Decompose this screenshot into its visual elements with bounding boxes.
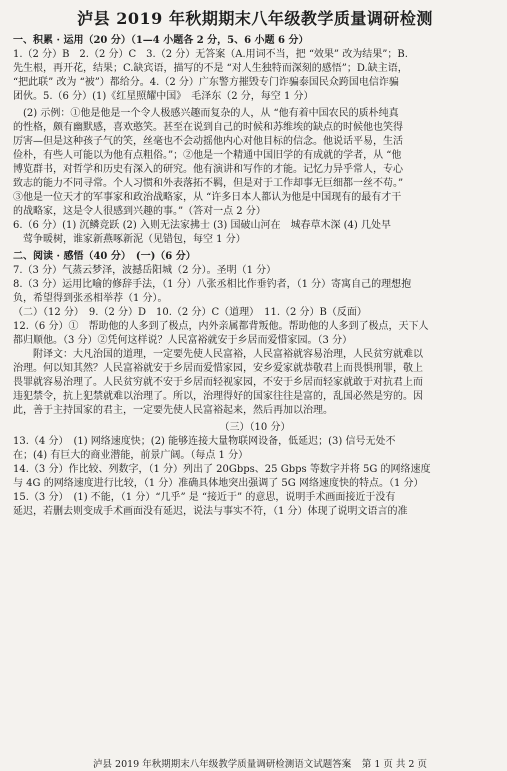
section-heading: 一、积累 · 运用（20 分）（1—4 小题各 2 分，5、6 小题 6 分） [13,35,309,46]
text-line: 负，希望得到张丞相举荐（1 分）。 [13,293,168,304]
text-line: 在；(4) 有巨大的商业潜能，前景广阔。（每点 1 分） [13,450,249,461]
text-line: 15.（3 分） (1) 不能，（1 分）“几乎” 是 “接近于” 的意思，说明手术画面接近于没有 [13,492,396,503]
footer-page-number: 第 1 页 共 2 页 [361,759,427,770]
text-line: 厉害—但是这种孩子气的笑，丝毫也不会动摇他内心对他目标的信念。他说话平易，生活 [13,136,403,147]
text-line: 14.（3 分）作比较、列数字，（1 分）列出了 20Gbps、25 Gbps 等数字并将 5G 的网络速度 [13,464,431,475]
text-line: (2) 示例：①他是他是一个令人极感兴趣而复杂的人，从 “他有着中国农民的质朴纯真 [13,108,399,119]
text-line: “把此联” 改为 “被”）都给分。4.（2 分）广东警方摧毁专门诈骗泰国民众跨国电信诈骗 [13,77,399,88]
text-line: 此，善于主持国家的君主，一定要先使人民富裕起来，然后再加以治理。 [13,405,333,416]
text-line: 治理。何以知其然？人民富裕就安于乡居而爱惜家园，安乡爱家就恭敬君上而畏惧刑罪，敬上 [13,363,423,374]
text-line: 违犯禁令，抗上犯禁就难以治理了。所以，治理得好的国家往往是富的，乱国必然是穷的。因 [13,391,423,402]
text-line: 7.（3 分）气蒸云梦泽，波撼岳阳城（2 分）。圣明（1 分） [13,265,277,276]
section-heading: 二、阅读 · 感悟（40 分） (一)（6 分） [13,251,196,262]
text-line: ③他是一位天才的军事家和政治战略家，从 “许多日本人都认为他是中国现有的最有才干 [13,192,402,203]
text-line: （二）（12 分） 9.（2 分）D 10.（2 分）C（道理） 11.（2 分）B（反面） [13,307,367,318]
text-line: 的性格，颇有幽默感，喜欢憨笑。甚至在说到自己的时候和苏维埃的缺点的时候他也笑得 [13,122,403,133]
text-line: 先生根，再开花，结果；C.缺宾语，描写的不是 “对人生独特而深刻的感悟”；D.缺主语， [13,63,408,74]
text-line: （三）（10 分） [219,422,291,433]
page-title: 泸县 2019 年秋期期末八年级教学质量调研检测 [77,9,433,28]
text-line: 8.（3 分）运用比喻的修辞手法，（1 分）八张丞相比作垂钓者，（1 分）寄寓自己的理想抱 [13,279,412,290]
text-line: 博览群书，对哲学和历史有深入的研究。他有演讲和写作的才能。记忆力异乎常人，专心 [13,164,403,175]
text-line: 的战略家，这是令人很感到兴趣的事。”（答对一点 2 分） [13,206,266,217]
text-line: 延迟，若删去则变成手术画面没有延迟，说法与事实不符，（1 分）体现了说明文语言的准 [13,506,408,517]
text-line: 团伙。5.（6 分）(1)《红星照耀中国》 毛泽东（2 分，每空 1 分） [13,91,314,102]
text-line: 都归顺他。（3 分）②凭何这样说？人民富裕就安于乡居而爱惜家园。（3 分） [13,335,353,346]
text-line: 附译文：大凡治国的道理，一定要先使人民富裕，人民富裕就容易治理，人民贫穷就难以 [13,349,423,360]
text-line: 13.（4 分） (1) 网络速度快；(2) 能够连接大量物联网设备，低延迟；(3) 信号无处不 [13,436,396,447]
text-line: 畏罪就容易治理了。人民贫穷就不安于乡居而轻视家园，不安于乡居而轻家就敢于对抗君上而 [13,377,423,388]
footer-exam-name: 泸县 2019 年秋期期末八年级教学质量调研检测语文试题答案 [93,759,352,770]
text-line: 1.（2 分）B 2.（2 分）C 3.（2 分）无答案（A.用词不当，把 “效果” 改为结果”；B. [13,49,408,60]
text-line: 莺争暖树，谁家新燕啄新泥（见错包，每空 1 分） [13,234,246,245]
answer-body [13,34,497,519]
text-line: 12.（6 分）① 帮助他的人多到了极点，内外亲属都背叛他。帮助他的人多到了极点，天下人 [13,321,429,332]
text-line: 与 4G 的网络速度进行比较，（1 分）准确具体地突出强调了 5G 网络速度快的特点。（1 分） [13,478,424,489]
text-line: 6.（6 分）(1) 沉鳞竞跃 (2) 入则无法家拂士 (3) 国破山河在 城春草木深 (4) 几处早 [13,220,391,231]
text-line: 致志的能力不同寻常。个人习惯和外表落拓不羁，但是对于工作却事无巨细都一丝不苟。” [13,178,404,189]
text-line: 俭朴，有些人可能以为他有点粗俗。”；②他是一个精通中国旧学的有成就的学者，从 “他 [13,150,402,161]
